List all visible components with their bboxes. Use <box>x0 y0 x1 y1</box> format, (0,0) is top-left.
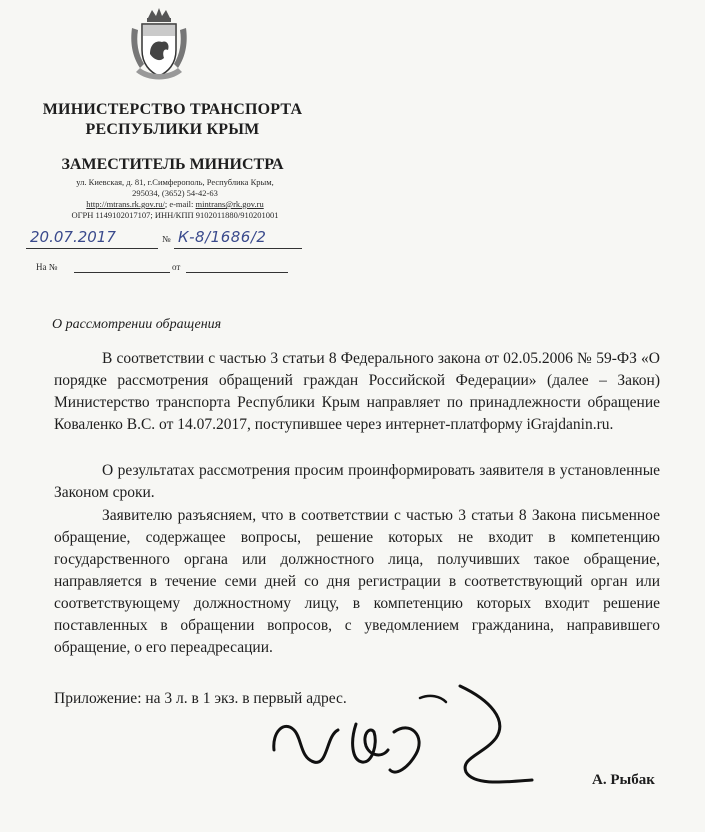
date-underline <box>26 248 158 249</box>
ministry-name-line2: РЕСПУБЛИКИ КРЫМ <box>85 121 260 138</box>
position-title: ЗАМЕСТИТЕЛЬ МИНИСТРА <box>61 156 284 173</box>
number-underline <box>174 248 302 249</box>
number-sign: № <box>162 234 171 244</box>
letter-subject: О рассмотрении обращения <box>52 317 222 332</box>
attachment-note: Приложение: на 3 л. в 1 экз. в первый адрес. <box>54 690 347 707</box>
address-line1: ул. Киевская, д. 81, г.Симферополь, Республика Крым, <box>76 177 274 187</box>
body-paragraph-3: Заявителю разъясняем, что в соответствии с частью 3 статьи 8 Закона письменное обращение, содержащее вопросы, решение которых не входит в компетенцию государственного органа или должностного лица, получивших такое обращение, направляется в течение семи дней со дня регистрации в соответствующий орган или соответствующему должностному лицу, в компетенцию которых входит решение поставленных в обращении вопросов, с уведомлением гражданина, направившего обращение, о его переадресации. <box>54 507 660 656</box>
body-paragraph-2: О результатах рассмотрения просим проинформировать заявителя в установленные Законом сроки. <box>54 462 660 501</box>
reference-date-label: от <box>172 262 181 272</box>
reference-number-label: На № <box>36 262 58 272</box>
contacts-line: http://mtrans.rk.gov.ru/; e-mail: mintrans@rk.gov.ru <box>86 199 264 209</box>
reference-number-blank <box>74 272 170 273</box>
handwritten-signature <box>270 680 540 810</box>
signer-name: А. Рыбак <box>592 772 655 788</box>
email-link[interactable]: mintrans@rk.gov.ru <box>195 199 264 209</box>
reference-line <box>36 262 296 276</box>
address-line2: 295034, (3652) 54-42-63 <box>132 188 218 198</box>
email-label: e-mail: <box>169 199 194 209</box>
body-paragraph-1: В соответствии с частью 3 статьи 8 Федерального закона от 02.05.2006 № 59-ФЗ «О порядке рассмотрения обращений граждан Российской Федерации» (далее – Закон) Министерство транспорта Республики Крым направляет по принадлежности обращение Коваленко В.С. от 14.07.2017, поступившее через интернет-платформу iGrajdanin.ru. <box>54 350 660 433</box>
coat-of-arms-emblem <box>128 6 190 84</box>
reference-date-blank <box>186 272 288 273</box>
ministry-name-line1: МИНИСТЕРСТВО ТРАНСПОРТА <box>42 101 303 118</box>
registration-line <box>26 222 306 256</box>
website-link[interactable]: http://mtrans.rk.gov.ru/ <box>86 199 165 209</box>
registration-date: 20.07.2017 <box>30 228 116 246</box>
registration-number: К-8/1686/2 <box>178 228 267 246</box>
registry-ids: ОГРН 1149102017107; ИНН/КПП 9102011880/910201001 <box>71 210 279 220</box>
